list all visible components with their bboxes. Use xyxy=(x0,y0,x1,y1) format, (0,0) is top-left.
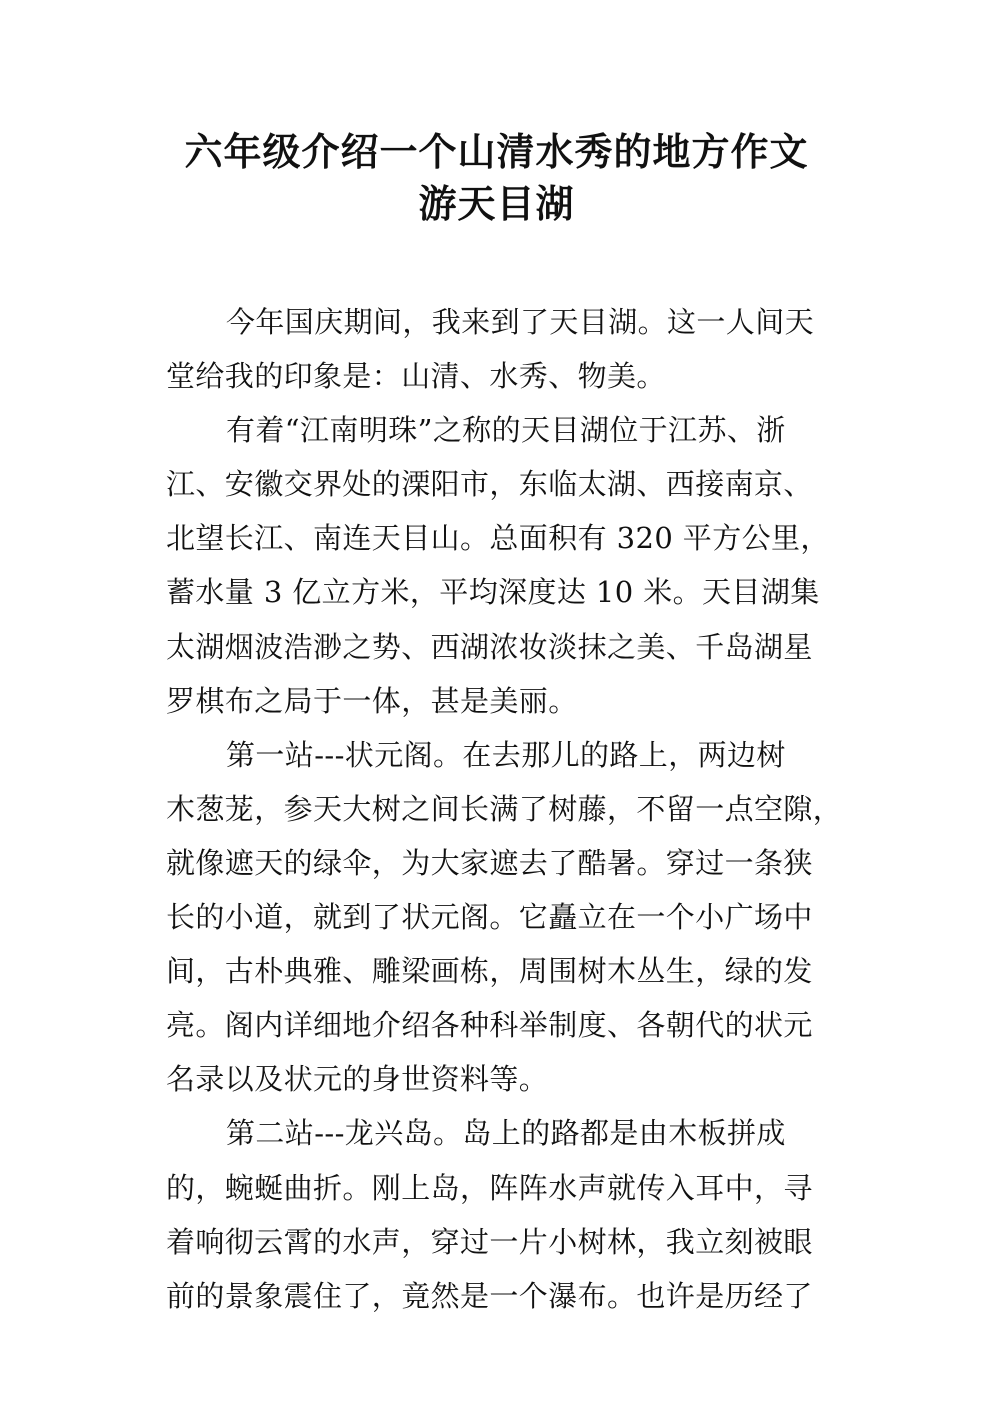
document-subtitle: 游天目湖 xyxy=(418,182,575,226)
paragraph-line: 堂给我的印象是：山清、水秀、物美。 xyxy=(166,359,666,394)
paragraph-line: 太湖烟波浩渺之势、西湖浓妆淡抹之美、千岛湖星 xyxy=(166,629,813,664)
paragraph-line: 第二站---龙兴岛。岛上的路都是由木板拼成 xyxy=(226,1116,786,1151)
document-body xyxy=(166,300,843,1328)
paragraph-line: 间，古朴典雅、雕梁画栋，周围树木丛生，绿的发 xyxy=(166,954,813,989)
paragraph-line: 着响彻云霄的水声，穿过一片小树林，我立刻被眼 xyxy=(166,1224,813,1259)
paragraph-line: 北望长江、南连天目山。总面积有 320 平方公里， xyxy=(166,521,830,556)
paragraph-line: 名录以及状元的身世资料等。 xyxy=(166,1062,549,1097)
paragraph-line: 今年国庆期间，我来到了天目湖。这一人间天 xyxy=(226,305,815,339)
paragraph-line: 木葱茏，参天大树之间长满了树藤，不留一点空隙， xyxy=(166,791,843,826)
paragraph-line: 的，蜿蜒曲折。刚上岛，阵阵水声就传入耳中，寻 xyxy=(166,1170,813,1205)
paragraph-line: 罗棋布之局于一体，甚是美丽。 xyxy=(166,683,578,718)
paragraph-line: 第一站---状元阁。在去那儿的路上，两边树 xyxy=(226,737,786,772)
paragraph-line: 江、安徽交界处的溧阳市，东临太湖、西接南京、 xyxy=(166,467,813,502)
document-title: 六年级介绍一个山清水秀的地方作文 xyxy=(184,130,809,174)
paragraph-line: 亮。阁内详细地介绍各种科举制度、各朝代的状元 xyxy=(166,1008,813,1043)
paragraph-line: 蓄水量 3 亿立方米，平均深度达 10 米。天目湖集 xyxy=(166,575,820,610)
paragraph-line: 长的小道，就到了状元阁。它矗立在一个小广场中 xyxy=(166,900,813,935)
paragraph-line: 就像遮天的绿伞，为大家遮去了酷暑。穿过一条狭 xyxy=(166,845,813,880)
paragraph-line: 有着“江南明珠”之称的天目湖位于江苏、浙 xyxy=(226,413,786,448)
paragraph-line: 前的景象震住了，竟然是一个瀑布。也许是历经了 xyxy=(166,1278,813,1313)
